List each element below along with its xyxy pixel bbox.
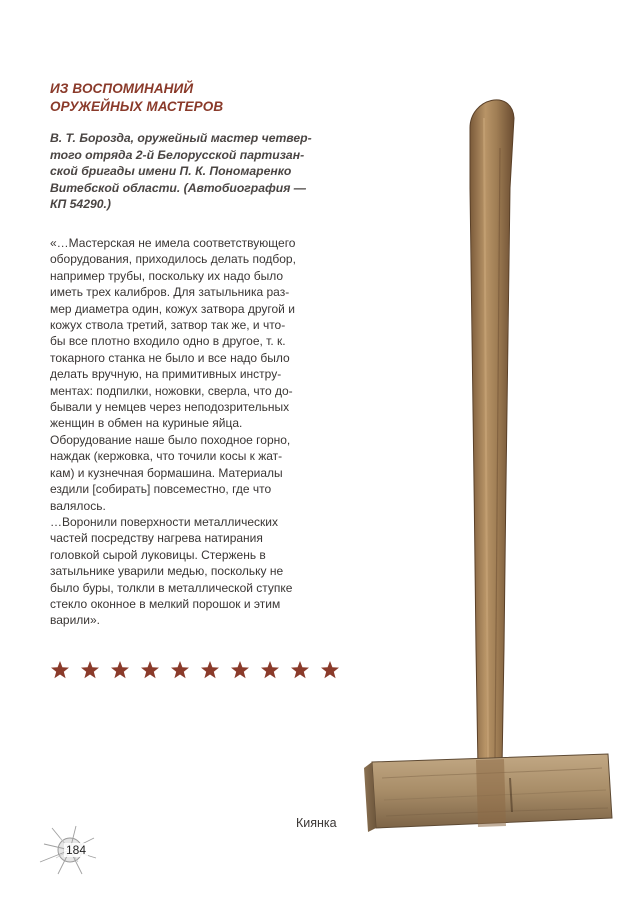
- quote-line: женщин в обмен на куриные яйца.: [50, 416, 243, 431]
- quote-line: иметь трех калибров. Для затыльника раз-: [50, 285, 290, 300]
- quote-line: варили».: [50, 613, 101, 628]
- star-icon: [320, 660, 340, 680]
- star-icon: [200, 660, 220, 680]
- attribution-line: ской бригады имени П. К. Пономаренко: [50, 164, 292, 179]
- quote-line: затыльнике уварили медью, поскольку не: [50, 564, 284, 579]
- quote-line: например трубы, поскольку их надо было: [50, 268, 284, 283]
- section-title-line-1: ИЗ ВОСПОМИНАНИЙ: [50, 81, 194, 96]
- quote-line: кам) и кузнечная бормашина. Материалы: [50, 465, 283, 480]
- quote-line: «…Мастерская не имела соответствующего: [50, 236, 296, 250]
- quote-line: наждак (кержовка, что точили косы к жат-: [50, 449, 283, 464]
- star-icon: [170, 660, 190, 680]
- quote-line: оборудования, приходилось делать подбор,: [50, 252, 296, 267]
- star-icon: [230, 660, 250, 680]
- star-icon: [140, 660, 160, 680]
- quote-line: токарного станка не было и все надо было: [50, 350, 290, 365]
- attribution-line: Витебской области. (Автобиография —: [50, 180, 306, 195]
- quote-line: ездили [собирать] повсеместно, где что: [50, 482, 272, 497]
- quote-line: валялось.: [50, 498, 106, 513]
- quote-line: бывали у немцев через неподозрительных: [50, 400, 290, 415]
- memoir-quote: [50, 235, 350, 629]
- quote-line: стекло оконное в мелкий порошок и этим: [50, 596, 281, 611]
- star-divider: [50, 660, 340, 684]
- quote-line: кожух ствола третий, затвор так же, и что-: [50, 318, 286, 333]
- page-number: 184: [66, 843, 87, 857]
- section-title-line-2: ОРУЖЕЙНЫХ МАСТЕРОВ: [50, 99, 224, 114]
- quote-line: частей посредству нагрева натирания: [50, 531, 263, 546]
- quote-line: делать вручную, на примитивных инстру-: [50, 367, 282, 382]
- wooden-mallet-icon: [362, 88, 620, 848]
- mallet-image: [362, 88, 620, 848]
- quote-line: головкой сырой луковицы. Стержень в: [50, 547, 266, 562]
- star-icon: [80, 660, 100, 680]
- quote-line: ментах: подпилки, ножовки, сверла, что до-: [50, 383, 293, 398]
- quote-line: было буры, толкли в металлической ступке: [50, 580, 293, 595]
- star-icon: [50, 660, 70, 680]
- star-icon: [290, 660, 310, 680]
- section-title: [50, 80, 350, 116]
- star-icon: [260, 660, 280, 680]
- star-icon: [110, 660, 130, 680]
- quote-line: бы все плотно входило одно в другое, т. к.: [50, 334, 286, 349]
- attribution: [50, 130, 342, 213]
- quote-line: Оборудование наше было походное горно,: [50, 432, 291, 447]
- quote-line: …Воронили поверхности металлических: [50, 514, 278, 529]
- attribution-line: КП 54290.): [50, 197, 111, 212]
- attribution-line: того отряда 2-й Белорусской партизан-: [50, 147, 305, 162]
- attribution-line: В. Т. Борозда, оружейный мастер четвер-: [50, 131, 312, 145]
- image-caption: Киянка: [296, 816, 337, 830]
- quote-line: мер диаметра один, кожух затвора другой и: [50, 301, 295, 316]
